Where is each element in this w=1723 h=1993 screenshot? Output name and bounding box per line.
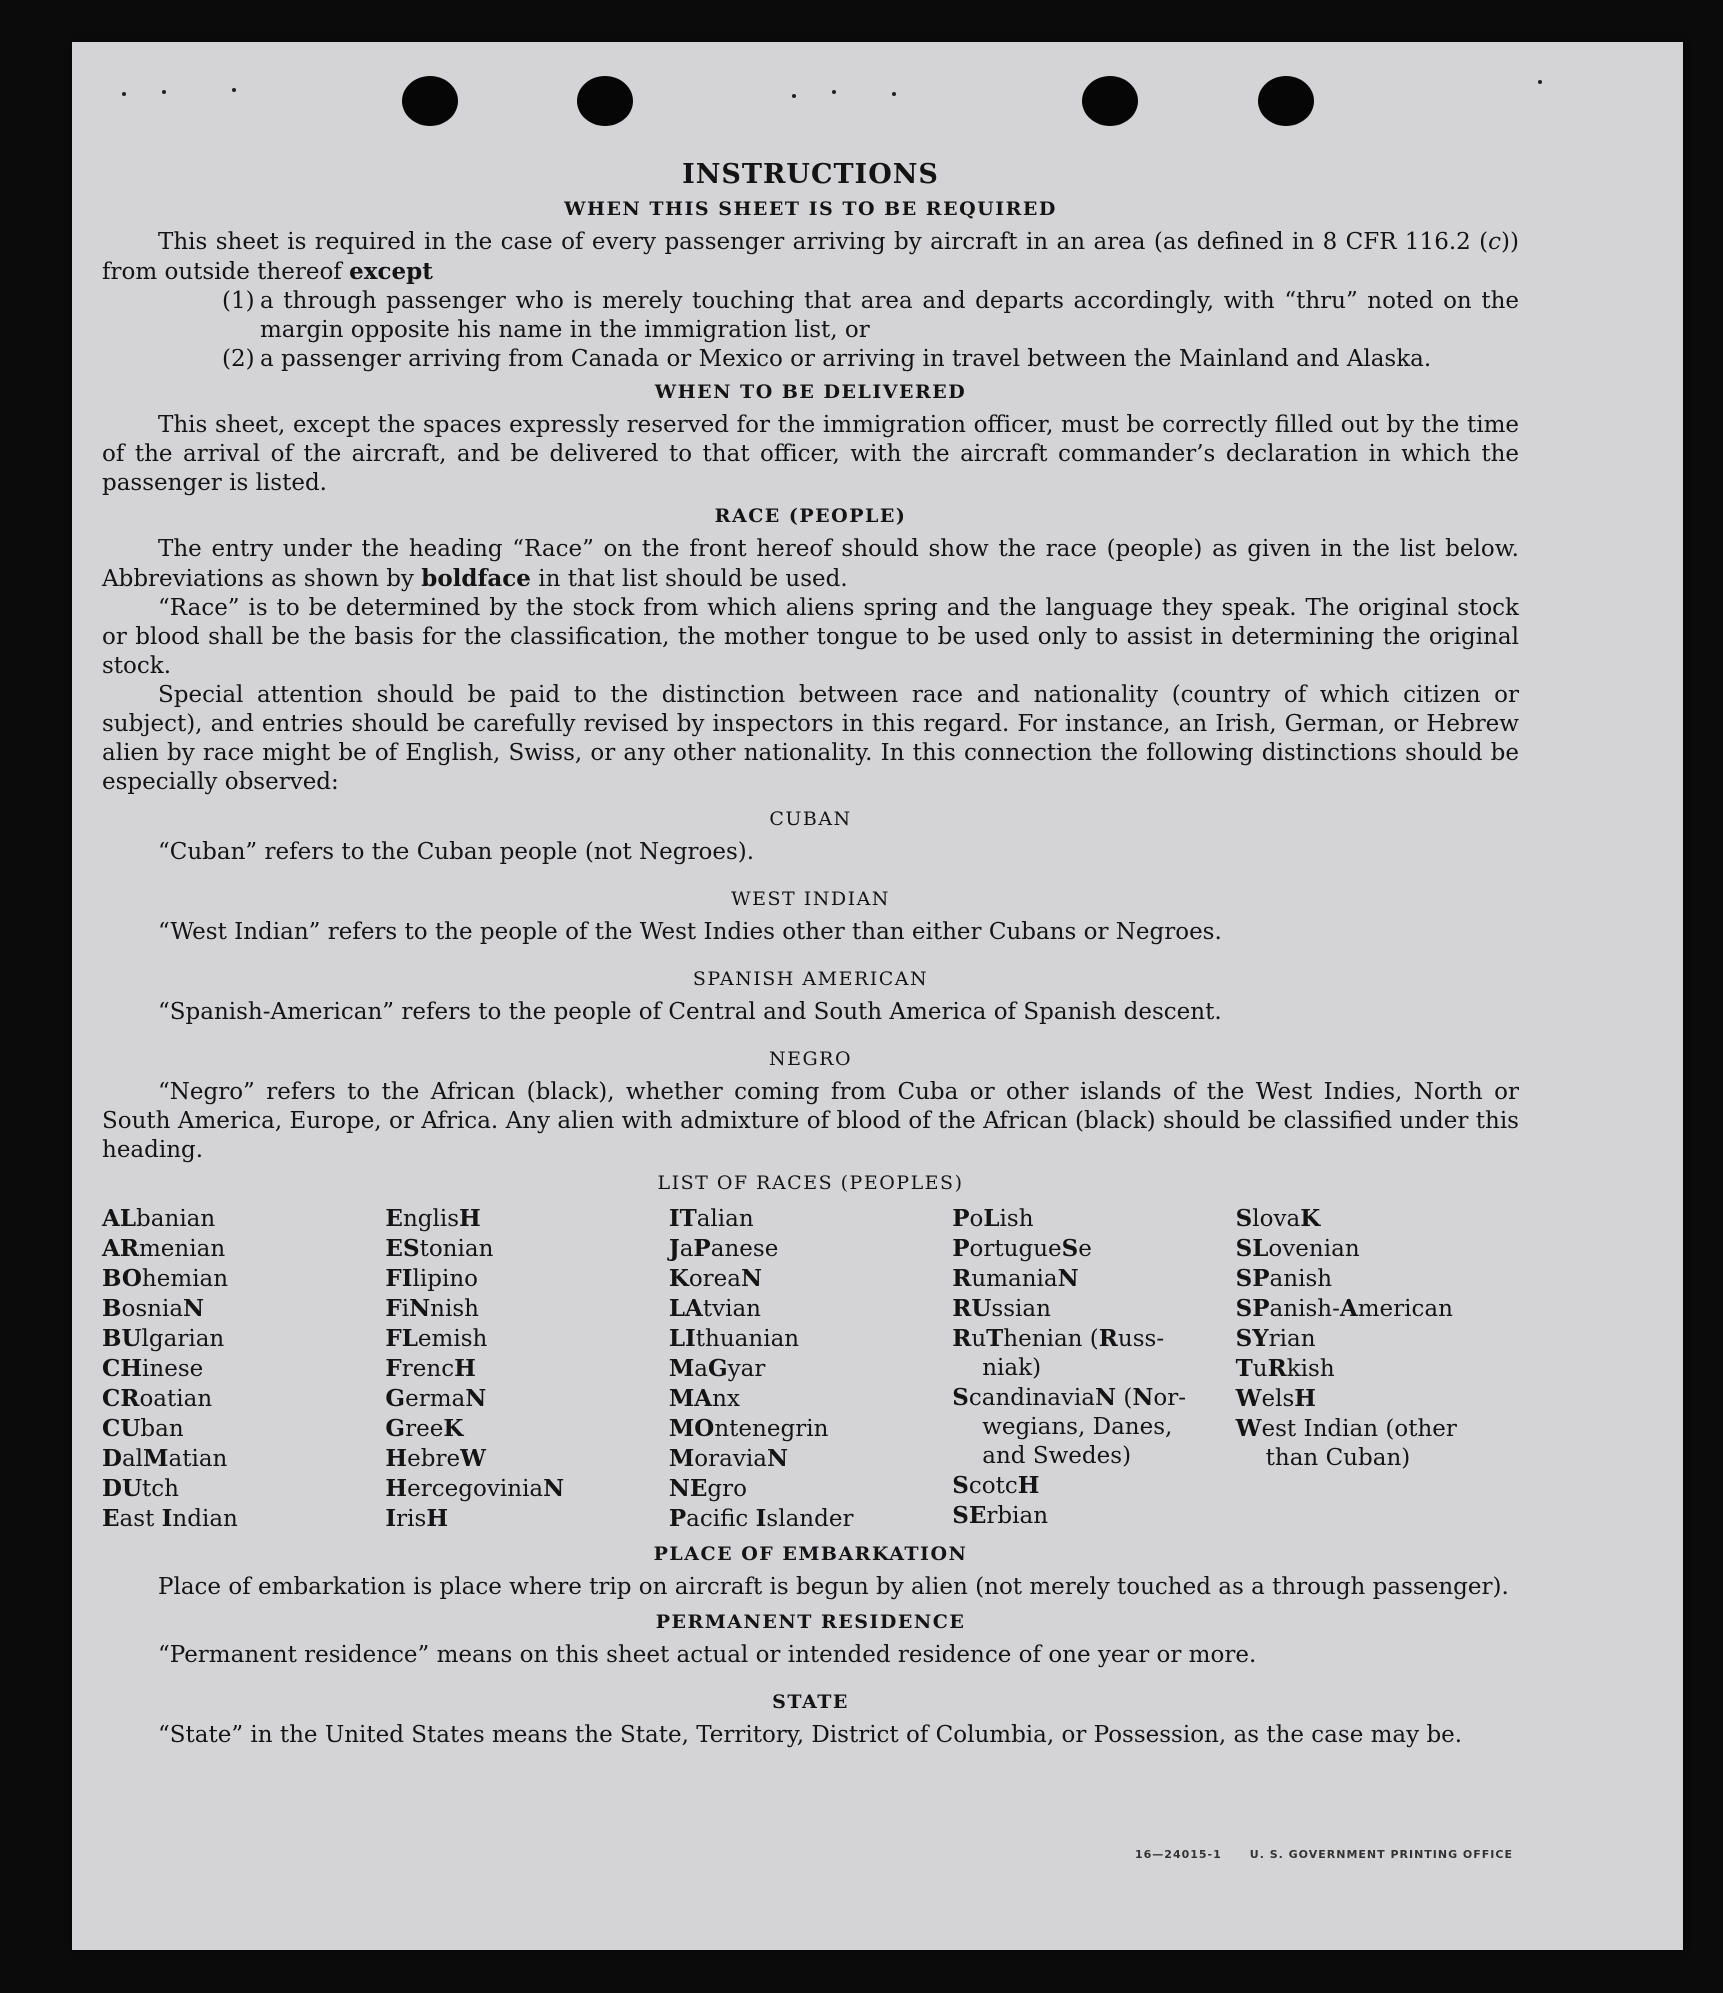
- race-entry: SLovenian: [1235, 1235, 1360, 1262]
- race-entry: PoLish: [952, 1205, 1034, 1232]
- race-entry: and Swedes): [982, 1443, 1132, 1469]
- race-entry: CRoatian: [102, 1385, 213, 1412]
- section-heading-embarkation: PLACE OF EMBARKATION: [653, 1543, 968, 1565]
- race-entry: FiNnish: [385, 1295, 479, 1322]
- races-column: [385, 1204, 668, 1534]
- when-required-intro: This sheet is required in the case of every passenger arriving by aircraft in an area (as defined in 8 CFR 116.2 (c)) from outside thereof except: [102, 229, 1519, 285]
- race-entry: LAtvian: [668, 1295, 761, 1322]
- race-entry: HebreW: [385, 1445, 486, 1472]
- race-entry: SErbian: [952, 1502, 1049, 1529]
- section-heading-cuban: CUBAN: [769, 808, 852, 830]
- punch-hole: [1258, 76, 1314, 126]
- race-entry: RUssian: [952, 1295, 1051, 1322]
- section-heading-west-indian: WEST INDIAN: [731, 888, 890, 910]
- section-heading-negro: NEGRO: [768, 1048, 853, 1070]
- race-entry: WelsH: [1235, 1385, 1316, 1412]
- race-entry: IrisH: [385, 1505, 449, 1532]
- race-entry: NEgro: [668, 1475, 747, 1502]
- races-column: [1236, 1204, 1519, 1534]
- race-entry: BosniaN: [102, 1295, 205, 1322]
- speck: [792, 94, 796, 98]
- exception-item: (2) a passenger arriving from Canada or Mexico or arriving in travel between the Mainland and Alaska.: [222, 346, 1432, 372]
- document-title: INSTRUCTIONS: [682, 159, 939, 190]
- race-entry: wegians, Danes,: [982, 1414, 1173, 1440]
- state-text: “State” in the United States means the State, Territory, District of Columbia, or Possession, as the case may be.: [158, 1722, 1463, 1748]
- race-entry: EStonian: [385, 1235, 494, 1262]
- race-entry: FLemish: [385, 1325, 488, 1352]
- section-heading-spanish-american: SPANISH AMERICAN: [692, 968, 929, 990]
- embarkation-text: Place of embarkation is place where trip on aircraft is begun by alien (not merely touched as a through passenger).: [158, 1574, 1509, 1600]
- speck: [122, 92, 126, 96]
- race-entry: DalMatian: [102, 1445, 228, 1472]
- race-entry: East Indian: [102, 1505, 238, 1532]
- race-entry: ITalian: [668, 1205, 754, 1232]
- race-entry: ScotcH: [952, 1472, 1040, 1499]
- race-entry: FrencH: [385, 1355, 476, 1382]
- race-entry: FIlipino: [385, 1265, 479, 1292]
- race-entry: MAnx: [668, 1385, 740, 1412]
- when-delivered-text: This sheet, except the spaces expressly reserved for the immigration officer, must be correctly filled out by the time of the arrival of the aircraft, and be delivered to that officer, with the aircraft commander’s declaration in which the passenger is listed.: [102, 412, 1519, 496]
- speck: [892, 92, 896, 96]
- race-entry: SPanish-American: [1235, 1295, 1453, 1322]
- race-entry: CHinese: [102, 1355, 204, 1382]
- printer-name: U. S. GOVERNMENT PRINTING OFFICE: [1249, 1848, 1513, 1861]
- races-column: [952, 1204, 1235, 1534]
- section-heading-residence: PERMANENT RESIDENCE: [655, 1611, 966, 1633]
- race-entry: MaGyar: [668, 1355, 766, 1382]
- spanish-american-text: “Spanish-American” refers to the people of Central and South America of Spanish descent.: [158, 999, 1222, 1025]
- section-heading-list-of-races: LIST OF RACES (PEOPLES): [657, 1172, 964, 1194]
- west-indian-text: “West Indian” refers to the people of the West Indies other than either Cubans or Negroes.: [158, 919, 1222, 945]
- negro-text: “Negro” refers to the African (black), whether coming from Cuba or other islands of the West Indies, North or South America, Europe, or Africa. Any alien with admixture of blood of the African (black) should be classified under this heading.: [102, 1079, 1519, 1163]
- races-column: [669, 1204, 952, 1534]
- race-entry: KoreaN: [668, 1265, 763, 1292]
- section-heading-race: RACE (PEOPLE): [714, 505, 907, 527]
- speck: [1538, 80, 1542, 84]
- race-entry: TuRkish: [1235, 1355, 1335, 1382]
- race-entry: ScandinaviaN (Nor-: [952, 1384, 1186, 1411]
- race-entry: JaPanese: [668, 1235, 779, 1262]
- speck: [162, 90, 166, 94]
- race-entry: than Cuban): [1265, 1445, 1411, 1471]
- race-entry: EnglisH: [385, 1205, 481, 1232]
- race-entry: DUtch: [102, 1475, 179, 1502]
- race-entry: HercegoviniaN: [385, 1475, 565, 1502]
- residence-text: “Permanent residence” means on this sheet actual or intended residence of one year or more.: [158, 1642, 1257, 1668]
- race-entry: PortugueSe: [952, 1235, 1092, 1262]
- race-entry: GermaN: [385, 1385, 487, 1412]
- race-entry: MOntenegrin: [668, 1415, 829, 1442]
- race-entry: ALbanian: [102, 1205, 216, 1232]
- punch-hole: [402, 76, 458, 126]
- race-entry: niak): [982, 1355, 1042, 1381]
- cuban-text: “Cuban” refers to the Cuban people (not Negroes).: [158, 839, 755, 865]
- race-entry: West Indian (other: [1235, 1415, 1457, 1442]
- race-paragraph: The entry under the heading “Race” on the front hereof should show the race (people) as given in the list below. Abbreviations as shown by boldface in that list should be used.: [102, 536, 1519, 592]
- document-sheet: [72, 42, 1683, 1950]
- race-entry: RuThenian (Russ-: [952, 1325, 1165, 1352]
- race-entry: Pacifc Islander: [668, 1505, 854, 1532]
- race-entry: SYrian: [1235, 1325, 1316, 1352]
- race-entry: MoraviaN: [668, 1445, 788, 1472]
- races-column: [102, 1204, 385, 1534]
- form-number: 16—24015-1: [1134, 1848, 1222, 1861]
- race-entry: LIthuanian: [668, 1325, 800, 1352]
- exception-item: (1) a through passenger who is merely touching that area and departs accordingly, with “thru” noted on the margin opposite his name in the immigration list, or: [222, 288, 1519, 343]
- race-entry: SPanish: [1235, 1265, 1333, 1292]
- race-entry: SlovaK: [1235, 1205, 1321, 1232]
- printer-footer: [1107, 1848, 1513, 1861]
- race-paragraph: “Race” is to be determined by the stock from which aliens spring and the language they speak. The original stock or blood shall be the basis for the classification, the mother tongue to be used only to assist in determining the original stock.: [102, 595, 1519, 679]
- race-paragraph: Special attention should be paid to the distinction between race and nationality (country of which citizen or subject), and entries should be carefully revised by inspectors in this regard. For instance, an Irish, German, or Hebrew alien by race might be of English, Swiss, or any other nationality. In this connection the following distinctions should be especially observed:: [102, 682, 1519, 795]
- race-entry: GreeK: [385, 1415, 464, 1442]
- race-entry: RumaniaN: [952, 1265, 1079, 1292]
- speck: [832, 90, 836, 94]
- race-entry: ARmenian: [102, 1235, 226, 1262]
- section-heading-when-required: WHEN THIS SHEET IS TO BE REQUIRED: [564, 198, 1057, 220]
- section-heading-state: STATE: [772, 1691, 849, 1713]
- punch-hole: [1082, 76, 1138, 126]
- race-entry: BUlgarian: [102, 1325, 225, 1352]
- instructions-body: [102, 160, 1519, 1750]
- section-heading-when-delivered: WHEN TO BE DELIVERED: [654, 381, 967, 403]
- race-entry: CUban: [102, 1415, 184, 1442]
- races-list: [102, 1204, 1519, 1534]
- punch-hole: [577, 76, 633, 126]
- race-entry: BOhemian: [102, 1265, 229, 1292]
- speck: [232, 88, 236, 92]
